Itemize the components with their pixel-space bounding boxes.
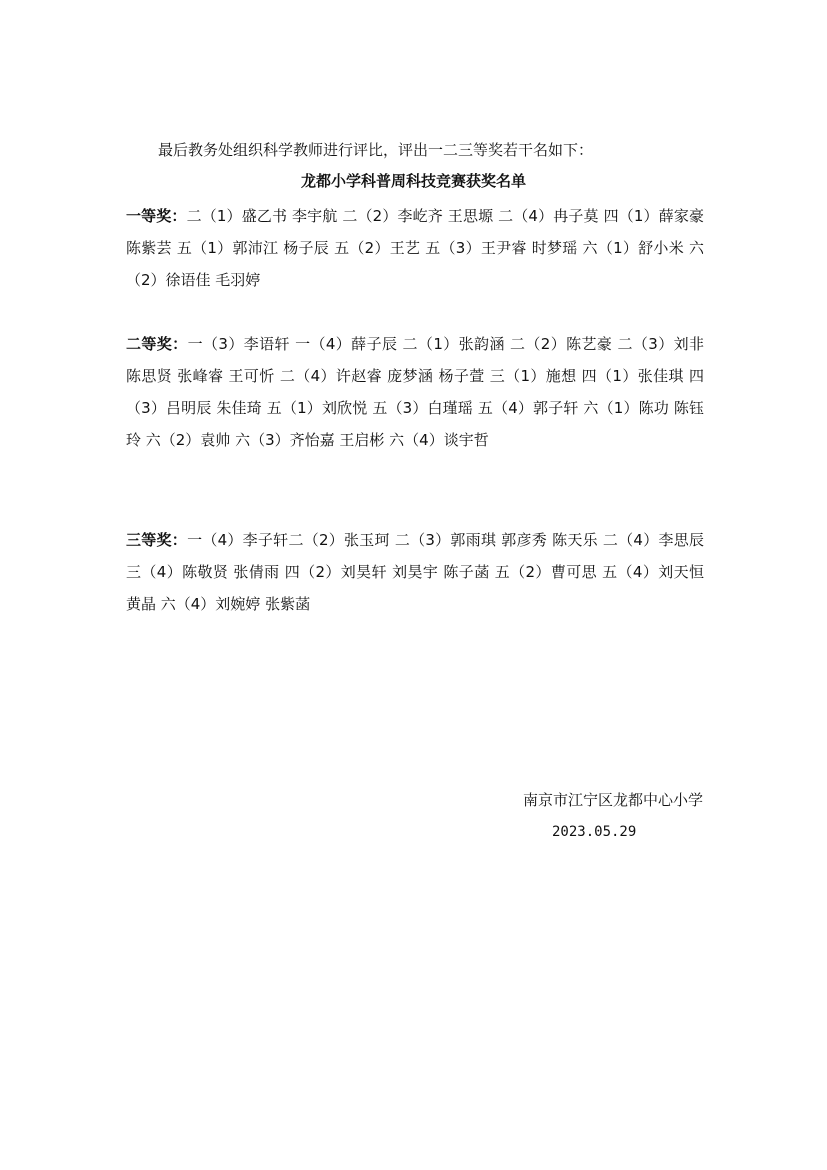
first-prize-paragraph xyxy=(126,200,704,296)
school-signature: 南京市江宁区龙都中心小学 xyxy=(522,791,703,809)
intro-paragraph: 最后教务处组织科学教师进行评比，评出一二三等奖若干名如下： xyxy=(158,141,594,159)
third-prize-paragraph xyxy=(126,524,704,620)
issue-date: 2023.05.29 xyxy=(552,824,637,840)
page-title: 龙都小学科普周科技竞赛获奖名单 xyxy=(300,172,526,190)
third-prize-label: 三等奖： xyxy=(126,531,188,549)
second-prize-paragraph xyxy=(126,328,704,456)
second-prize-label: 二等奖： xyxy=(126,335,188,353)
second-prize-list: 一（3）李语轩 一（4）薛子辰 二（1）张韵涵 二（2）陈艺豪 二（3）刘非 陈思贤 张峰睿 王可忻 二（4）许赵睿 庞梦涵 杨子萱 三（1）施想 四（1）张佳琪 四（3）吕明辰 朱佳琦 五（1）刘欣悦 五（3）白瑾瑶 五（4）郭子轩 六（1）陈功 陈钰玲 六（2）袁帅 六（3）齐怡嘉 王启彬 六（4）谈宇哲 xyxy=(126,335,704,449)
first-prize-label: 一等奖： xyxy=(126,207,187,225)
third-prize-list: 一（4）李子轩二（2）张玉珂 二（3）郭雨琪 郭彦秀 陈天乐 二（4）李思辰 三（4）陈敬贤 张倩雨 四（2）刘昊轩 刘昊宇 陈子菡 五（2）曹可思 五（4）刘天恒 黄晶 六（4）刘婉婷 张紫菡 xyxy=(126,531,704,613)
first-prize-list: 二（1）盛乙书 李宇航 二（2）李屹齐 王思塬 二（4）冉子莫 四（1）薛家豪 陈紫芸 五（1）郭沛江 杨子辰 五（2）王艺 五（3）王尹睿 时梦瑶 六（1）舒小米 六（2）徐语佳 毛羽婷 xyxy=(126,207,704,289)
